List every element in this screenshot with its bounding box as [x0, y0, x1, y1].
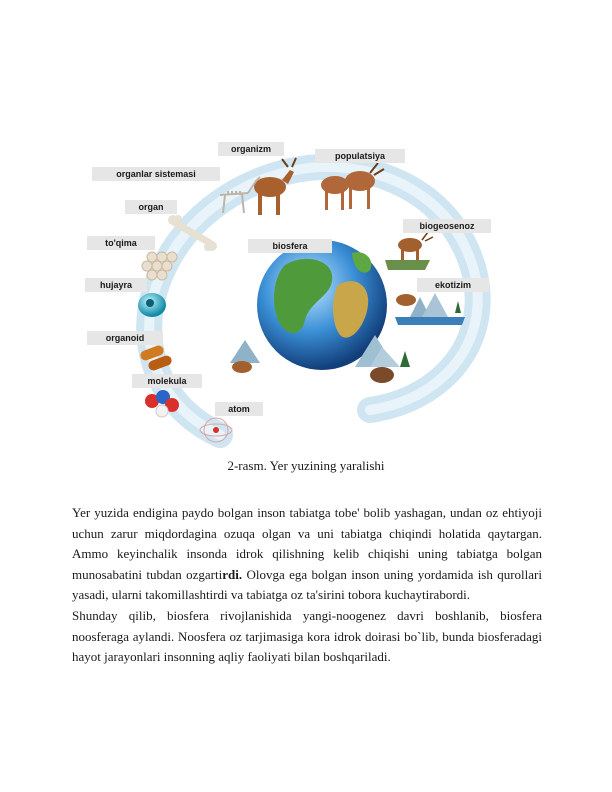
label-atom — [215, 402, 263, 416]
svg-text:organlar sistemasi: organlar sistemasi — [116, 169, 196, 179]
cell-icon — [138, 293, 166, 317]
svg-text:ekotizim: ekotizim — [434, 280, 472, 290]
figure-caption: 2-rasm. Yer yuzining yaralishi — [227, 458, 385, 473]
svg-text:biogeosenoz: biogeosenoz — [419, 221, 475, 231]
label-ekotizim — [417, 278, 489, 292]
svg-text:to'qima: to'qima — [105, 238, 137, 248]
svg-text:molekula: molekula — [147, 376, 187, 386]
label-hujayra — [85, 278, 147, 292]
label-organizm — [218, 142, 284, 156]
label-tuqima — [87, 236, 155, 250]
paragraph-1 — [72, 503, 542, 606]
label-biogeosenoz — [403, 219, 491, 233]
svg-text:populatsiya: populatsiya — [334, 151, 386, 161]
biogeocenosis-scene-icon — [385, 232, 433, 270]
paragraph-1-part-a: Yer yuzida endigina paydo bolgan inson tabiatga tobe' bolib yashagan, undan oz ehtiyoji uchun zarur miqdordagina ozuqa olgan va uni tabiatga chiqindi holatida qaytargan. Ammo keyinchalik insonda idrok qilishning kelib chiqishi uning tabiatga bolgan munosabatini tubdan ozgarti — [72, 505, 542, 582]
evolution-spiral-illustration — [70, 135, 540, 450]
svg-text:atom: atom — [228, 404, 250, 414]
paragraph-1-bold: rdi. — [222, 566, 243, 582]
label-biosfera — [248, 239, 332, 253]
svg-text:organoid: organoid — [105, 333, 145, 343]
body-text — [72, 503, 542, 668]
svg-text:biosfera: biosfera — [272, 241, 308, 251]
svg-text:organ: organ — [138, 202, 164, 212]
svg-text:hujayra: hujayra — [99, 280, 133, 290]
label-populatsiya — [315, 149, 405, 163]
paragraph-2: Shunday qilib, biosfera rivojlanishida yangi-noogenez davri boshlanib, biosfera noosferaga aylandi. Noosfera oz tarjimasiga kora idrok doirasi bo`lib, bunda biosferadagi hayot jarayonlari insonning aqliy faoliyati bilan boshqariladi. — [72, 607, 542, 665]
label-organoid — [87, 331, 163, 345]
svg-text:organizm: organizm — [230, 144, 272, 154]
label-organ — [125, 200, 177, 214]
label-molekula — [132, 374, 202, 388]
paragraph-1-part-c: Olovga ega bolgan inson uning yordamida ish qurollari yasadi, ularni takomillashtirdi va tabiatga oz ta'sirini tobora kuchaytirabordi. — [72, 566, 542, 603]
label-organlar-sistemasi — [92, 167, 220, 181]
ecosystem-scene-icon — [395, 293, 465, 325]
